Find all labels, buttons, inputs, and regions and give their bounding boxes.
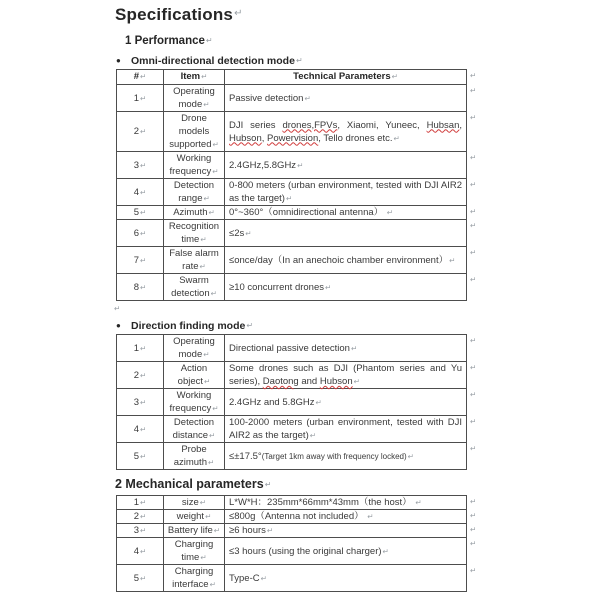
text-segment: 1 [133,497,139,508]
bullet-heading-text: Direction finding mode [131,320,246,332]
text-segment: # [133,71,139,82]
text-segment: Azimuth [173,207,208,218]
paragraph-mark-icon: ↵ [285,194,293,203]
text-segment: and [298,376,320,387]
paragraph-mark-icon: ↵ [199,262,206,271]
paragraph-mark-icon: ↵ [140,187,147,197]
row-end-mark-icon: ↵ [470,206,477,216]
text-segment: ≤once/day（In an anechoic chamber environment） [229,254,449,266]
value-cell [225,85,467,112]
row-number-cell [117,565,164,592]
text-segment: 2.4GHz and 5.8GHz [229,396,315,408]
paragraph-mark-icon: ↵ [266,526,274,535]
paragraph-mark-icon: ↵ [209,431,216,440]
row-end-mark-icon: ↵ [470,220,477,230]
paragraph-mark-icon: ↵ [140,282,147,292]
row-number-cell [117,179,164,206]
value-cell [225,362,467,389]
paragraph-mark-icon: ↵ [207,458,215,467]
row-number-cell [117,510,164,524]
paragraph-mark-icon: ↵ [245,228,252,238]
value-cell [225,416,467,443]
text-segment: Detection distance [172,417,215,441]
misspelled-text-segment: Hubson [229,132,262,144]
row-end-mark-icon: ↵ [470,247,477,257]
bullet-icon: ● [116,56,121,65]
row-number-cell [117,496,164,510]
text-segment: 3 [133,525,139,536]
misspelled-text-segment: Daotong [262,376,299,387]
item-cell [164,179,225,206]
text-segment: 100-2000 meters (urban environment, tested with DJI AIR2 as the target) [229,417,462,441]
header-row [117,70,481,85]
paragraph-mark-icon: ↵ [415,498,422,507]
value-cell [225,538,467,565]
row-end-mark-icon: ↵ [470,362,477,372]
text-segment: (Target 1km away with frequency locked) [261,451,407,461]
table-row [117,179,481,206]
text-segment: 3 [133,159,139,171]
column-header [225,70,467,85]
row-end-mark-icon: ↵ [470,443,477,453]
row-number-cell [117,247,164,274]
direction-finding-table [116,334,481,470]
paragraph-mark-icon: ↵ [210,289,217,298]
row-end-mark-icon: ↵ [470,152,477,162]
item-cell [164,443,225,470]
paragraph-mark-icon: ↵ [315,397,322,407]
section-performance-heading [125,34,495,48]
paragraph-mark-icon: ↵ [325,282,332,292]
table-row [117,510,481,524]
row-end-mark-icon: ↵ [470,70,477,80]
table-row [117,443,481,470]
value-cell [225,389,467,416]
paragraph-mark-icon: ↵ [200,235,207,244]
paragraph-mark-icon: ↵ [205,512,212,521]
table-row [117,247,481,274]
value-cell [225,206,467,220]
value-cell [225,247,467,274]
paragraph-mark-icon: ↵ [205,36,213,45]
paragraph-mark-icon: ↵ [140,228,147,238]
paragraph-mark-icon: ↵ [209,580,216,589]
value-cell [225,274,467,301]
paragraph-mark-icon: ↵ [212,140,219,149]
table-row [117,538,481,565]
text-segment: 0-800 meters (urban environment, tested with DJI AIR2 as the target) [229,180,462,204]
doc-title [115,3,495,26]
text-segment: 6 [133,227,139,239]
value-cell [225,524,467,538]
row-end-mark-icon: ↵ [470,112,477,122]
row-end-mark-icon: ↵ [470,510,477,520]
paragraph-mark-icon: ↵ [140,127,147,136]
text-segment: False alarm rate [169,248,219,272]
paragraph-mark-icon: ↵ [203,350,210,359]
item-cell [164,496,225,510]
misspelled-text-segment: drones,FPVs [282,119,338,131]
row-end-mark-icon: ↵ [470,389,477,399]
paragraph-mark-icon: ↵ [393,133,400,143]
value-cell [225,510,467,524]
paragraph-mark-icon: ↵ [140,93,147,103]
paragraph-mark-icon: ↵ [140,72,147,81]
paragraph-mark-icon: ↵ [304,93,311,103]
text-segment: Probe azimuth [173,444,207,468]
row-number-cell [117,112,164,152]
item-cell [164,112,225,152]
paragraph-mark-icon: ↵ [140,343,147,353]
text-segment: ≥10 concurrent drones [229,281,324,293]
paragraph-mark-icon: ↵ [295,56,303,65]
text-segment: Technical Parameters [293,71,391,82]
paragraph-mark-icon: ↵ [386,208,394,217]
row-number-cell [117,538,164,565]
row-end-mark-icon: ↵ [470,496,477,506]
table-row [117,362,481,389]
section-heading-text: 2 Mechanical parameters [115,477,264,491]
paragraph-mark-icon: ↵ [140,370,147,380]
row-end-mark-icon: ↵ [470,416,477,426]
text-segment: 1 [133,92,139,104]
empty-paragraph [113,301,495,313]
paragraph-mark-icon: ↵ [203,100,210,109]
row-number-cell [117,524,164,538]
text-segment: Action object [177,363,208,387]
paragraph-mark-icon: ↵ [449,255,456,265]
text-segment: DJI series [229,119,283,131]
table-row [117,206,481,220]
table-row [117,496,481,510]
table-row [117,112,481,152]
row-number-cell [117,206,164,220]
text-segment: 0°~360°（omnidirectional antenna） [229,207,386,218]
paragraph-mark-icon: ↵ [234,8,243,19]
paragraph-mark-icon: ↵ [140,255,147,265]
paragraph-mark-icon: ↵ [246,321,254,330]
paragraph-mark-icon: ↵ [140,526,147,535]
bullet-heading-omni [116,54,495,68]
row-end-mark-icon: ↵ [470,85,477,95]
item-cell [164,389,225,416]
text-segment: weight [176,511,205,522]
text-segment: , [261,132,268,144]
row-end-mark-icon: ↵ [470,565,477,575]
row-number-cell [117,274,164,301]
text-segment: 2 [133,126,139,137]
paragraph-mark-icon: ↵ [353,377,360,386]
text-segment: L*W*H：235mm*66mm*43mm（the host） [229,497,415,508]
row-number-cell [117,335,164,362]
item-cell [164,538,225,565]
item-cell [164,206,225,220]
omni-detection-table [116,69,481,301]
misspelled-text-segment: Powervision [267,132,319,144]
text-segment: size [181,497,199,508]
item-cell [164,510,225,524]
text-segment: 3 [133,396,139,408]
text-segment: Working frequency [169,153,212,177]
paragraph-mark-icon: ↵ [140,424,147,434]
item-cell [164,247,225,274]
row-number-cell [117,362,164,389]
text-segment: ≤±17.5° [229,450,262,462]
value-cell [225,335,467,362]
bullet-icon: ● [116,321,121,330]
column-header [117,70,164,85]
item-cell [164,524,225,538]
doc-title-text: Specifications [115,5,234,24]
bullet-heading-text: Omni-directional detection mode [131,55,295,67]
text-segment: Charging interface [172,566,214,590]
paragraph-mark-icon: ↵ [204,377,211,386]
section-heading-text: 1 Performance [125,35,205,47]
paragraph-mark-icon: ↵ [212,167,219,176]
text-segment: , Tello drones etc. [318,132,393,144]
value-cell [225,179,467,206]
text-segment: ≤3 hours (using the original charger) [229,545,382,557]
paragraph-mark-icon: ↵ [208,208,215,217]
text-segment: Operating mode [173,86,215,110]
paragraph-mark-icon: ↵ [201,72,208,81]
value-cell [225,220,467,247]
text-segment: 8 [133,281,139,293]
table-row [117,152,481,179]
table-row [117,274,481,301]
text-segment: 5 [133,207,139,218]
paragraph-mark-icon: ↵ [140,498,147,507]
item-cell [164,152,225,179]
text-segment: 1 [133,342,139,354]
text-segment: 4 [133,186,139,198]
row-number-cell [117,443,164,470]
text-segment: Operating mode [173,336,215,360]
bullet-heading-direction [116,319,495,333]
value-cell [225,496,467,510]
row-number-cell [117,85,164,112]
row-end-mark-icon: ↵ [470,335,477,345]
column-header [164,70,225,85]
text-segment: Working frequency [169,390,212,414]
text-segment: Charging time [174,539,214,563]
paragraph-mark-icon: ↵ [367,512,374,521]
paragraph-mark-icon: ↵ [140,397,147,407]
text-segment: Swarm detection [171,275,210,299]
text-segment: ≥6 hours [229,525,266,536]
text-segment: Directional passive detection [229,342,350,354]
text-segment: Recognition time [168,221,220,245]
text-segment: Drone models supported [169,113,212,150]
section-mechanical-heading [115,477,495,492]
text-segment: 2.4GHz,5.8GHz [229,159,297,171]
item-cell [164,416,225,443]
text-segment: Some drones such as DJI (Phantom series and Yu series), [229,363,462,387]
text-segment: 5 [133,450,139,462]
value-cell [225,152,467,179]
row-number-cell [117,152,164,179]
row-end-mark-icon: ↵ [470,538,477,548]
paragraph-mark-icon: ↵ [200,553,207,562]
text-segment: Battery life [167,525,213,536]
row-number-cell [117,220,164,247]
text-segment: 4 [133,423,139,435]
table-row [117,220,481,247]
text-segment: 7 [133,254,139,266]
item-cell [164,220,225,247]
paragraph-mark-icon: ↵ [260,573,267,583]
document-content [115,3,495,592]
table-row [117,85,481,112]
text-segment: , Xiaomi, Yuneec, [337,119,427,131]
text-segment: 2 [133,511,139,522]
paragraph-mark-icon: ↵ [407,451,414,461]
item-cell [164,85,225,112]
paragraph-mark-icon: ↵ [140,160,147,170]
paragraph-mark-icon: ↵ [199,498,207,507]
table-row [117,565,481,592]
table-row [117,416,481,443]
paragraph-mark-icon: ↵ [309,431,317,440]
paragraph-mark-icon: ↵ [140,512,147,521]
paragraph-mark-icon: ↵ [297,160,304,170]
item-cell [164,335,225,362]
paragraph-mark-icon: ↵ [391,72,398,81]
item-cell [164,565,225,592]
text-segment: 5 [133,572,139,584]
paragraph-mark-icon: ↵ [213,526,221,535]
paragraph-mark-icon: ↵ [264,480,272,489]
text-segment: ≤2s [229,227,245,239]
paragraph-mark-icon: ↵ [212,404,219,413]
row-end-mark-icon: ↵ [470,524,477,534]
row-number-cell [117,389,164,416]
row-end-mark-icon: ↵ [470,274,477,284]
table-row [117,335,481,362]
paragraph-mark-icon: ↵ [140,451,147,461]
paragraph-mark-icon: ↵ [140,208,147,217]
table-row [117,389,481,416]
text-segment: Passive detection [229,92,304,104]
misspelled-text-segment: Hubson [319,376,353,387]
item-cell [164,362,225,389]
text-segment: ≤800g（Antenna not included） [229,511,367,522]
item-cell [164,274,225,301]
row-end-mark-icon: ↵ [470,179,477,189]
text-segment: Detection range [173,180,215,204]
value-cell [225,565,467,592]
paragraph-mark-icon: ↵ [140,573,147,583]
paragraph-mark-icon: ↵ [382,546,389,556]
paragraph-mark-icon: ↵ [114,304,121,313]
misspelled-text-segment: Hubsan [426,119,460,131]
paragraph-mark-icon: ↵ [350,343,358,353]
mechanical-parameters-table [116,495,481,592]
text-segment: 2 [133,369,139,381]
paragraph-mark-icon: ↵ [140,546,147,556]
row-number-cell [117,416,164,443]
text-segment: 4 [133,545,139,557]
value-cell [225,112,467,152]
text-segment: Item [180,71,201,82]
value-cell [225,443,467,470]
paragraph-mark-icon: ↵ [203,194,210,203]
text-segment: Type-C [229,572,260,584]
table-row [117,524,481,538]
text-segment: , [459,119,462,131]
